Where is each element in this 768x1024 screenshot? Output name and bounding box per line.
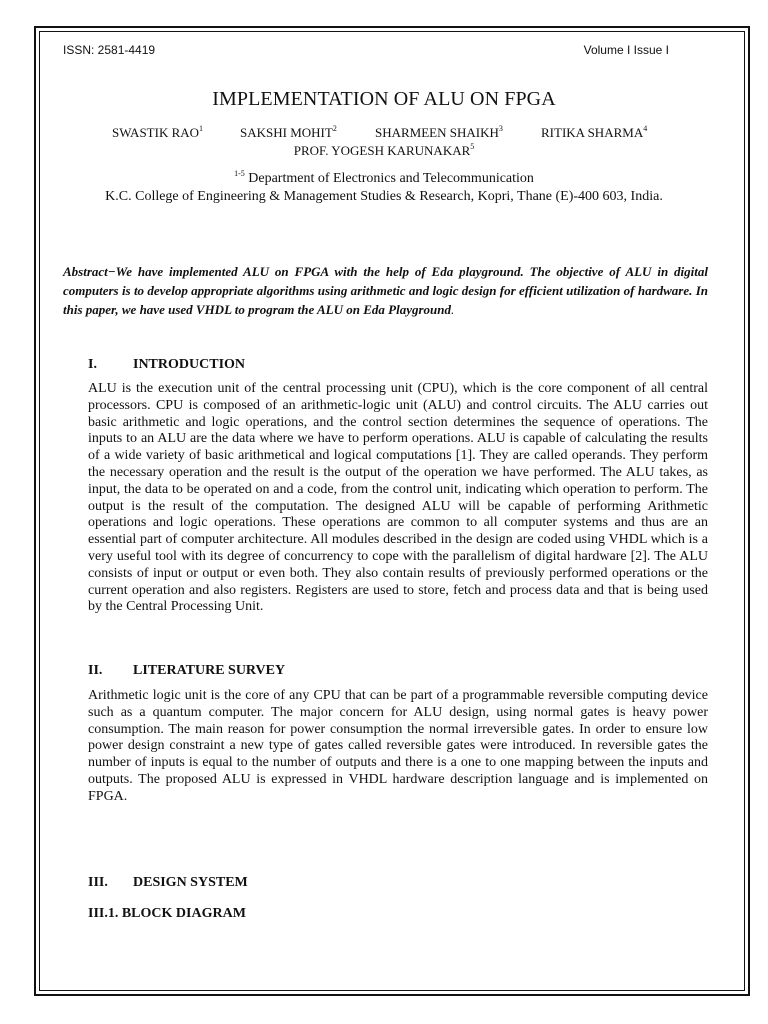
paper-title: IMPLEMENTATION OF ALU ON FPGA [212, 88, 556, 110]
author-1: SWASTIK RAO$^1$ [112, 124, 204, 140]
affiliation-department: $^{1-5}$ Department of Electronics and Telecommunication [234, 169, 534, 186]
abstract: Abstract−We have implemented ALU on FPGA with the help of Eda playground. The objective of ALU in digital computers is to develop appropriate algorithms using arithmetic and logic design for efficient utilization of hardware. In this paper, we have used VHDL to program the ALU on Eda Playground. [63, 264, 708, 317]
author-3: SHARMEEN SHAIKH$^3$ [375, 124, 503, 140]
literature-survey-text: Arithmetic logic unit is the core of any CPU that can be part of a programmable reversible computing device such as a quantum computer. The major concern for ALU design, using normal gates is heavy power consumption. The main reason for power consumption the normal irreversible gates. In order to ensure low power design constraint a new type of gates called reversible gates were introduced. In reversible gates the number of inputs is equal to the number of outputs and there is a one to one mapping between the inputs and outputs. The proposed ALU is expressed in VHDL hardware description language and is implemented on FPGA. [88, 688, 708, 804]
issn-label: ISSN: 2581-4419 [63, 43, 156, 57]
section-heading-design-system: III. DESIGN SYSTEM [88, 875, 248, 890]
author-4: RITIKA SHARMA$^4$ [541, 124, 648, 140]
affiliation-college: K.C. College of Engineering & Management Studies & Research, Kopri, Thane (E)-400 603, India. [105, 189, 663, 204]
introduction-text: ALU is the execution unit of the central processing unit (CPU), which is the core component of all central processors. CPU is composed of an arithmetic-logic unit (ALU) and control circuits. The ALU carries out basic arithmetic and logic operations, and the control section determines the sequence of operations. The inputs to an ALU are the data where we have to perform operations. ALU is capable of calculating the results of a wide variety of basic arithmetical and logical computations [1]. They are called operands. They perform the necessary operation and the result is the output of the operation we have performed. The ALU takes, as input, the data to be operated on and a code, from the control unit, indicating which operation to perform. The output is the result of the computation. The designed ALU will be capable of performing Arithmetic operations and logic operations. These operations are common to all computer systems and thus are an essential part of computer architecture. All modules described in the design are coded using VHDL which is a very useful tool with its degree of concurrency to cope with the parallelism of digital hardware [2]. The ALU consists of input or output or even both. They also contain results of previously performed operations or the current operation and also registers. Registers are used to store, fetch and process data and that is being used by the Central Processing Unit. [88, 381, 708, 615]
author-list [0, 124, 768, 142]
author-2: SAKSHI MOHIT$^2$ [240, 124, 337, 140]
author-5: PROF. YOGESH KARUNAKAR$^5$ [293, 142, 475, 158]
subsection-heading-block-diagram: III.1. BLOCK DIAGRAM [88, 906, 246, 921]
section-heading-introduction: I. INTRODUCTION [88, 357, 246, 372]
volume-label: Volume I Issue I [583, 43, 669, 57]
section-heading-literature-survey: II. LITERATURE SURVEY [88, 663, 286, 678]
